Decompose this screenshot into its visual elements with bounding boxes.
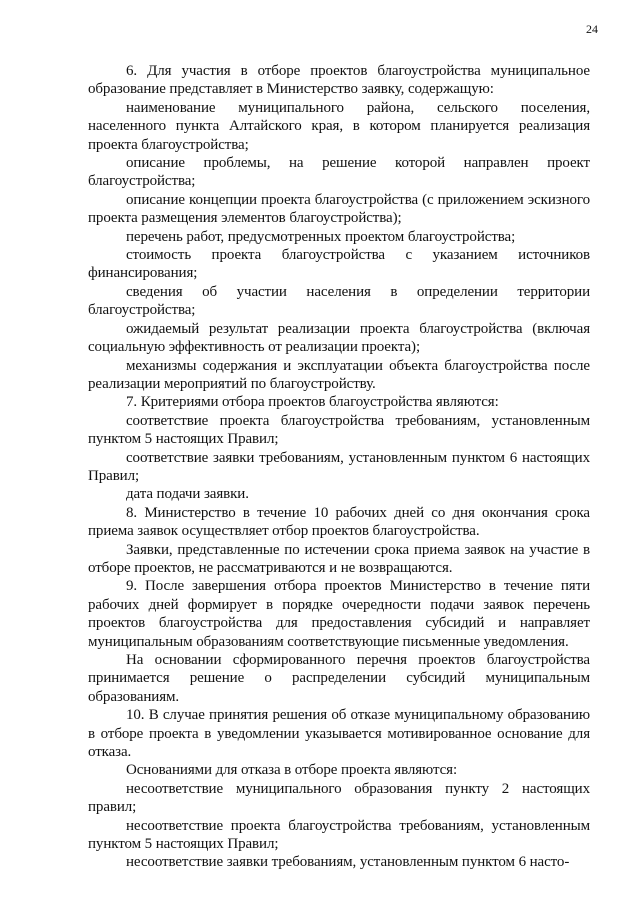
criteria-item-submission-date: дата подачи заявки. — [126, 486, 249, 503]
list-item-maintenance-mechanisms: механизмы содержания и эксплуатации объекта благоустройства после реализации мероприятий по благоустройству. — [88, 357, 590, 392]
paragraph-7-criteria: 7. Критериями отбора проектов благоустройства являются: — [126, 394, 499, 411]
list-item-project-cost: стоимость проекта благоустройства с указанием источников финансирования; — [88, 247, 590, 282]
paragraph-6-intro: 6. Для участия в отборе проектов благоустройства муниципальное образование представляет в Министерство заявку, содержащую: — [88, 63, 590, 98]
grounds-item-point-6: несоответствие заявки требованиям, установленным пунктом 6 насто- — [126, 854, 570, 871]
grounds-item-point-2: несоответствие муниципального образования пункту 2 настоящих правил; — [88, 780, 590, 816]
document-body — [88, 62, 590, 872]
paragraph-10-grounds: Основаниями для отказа в отборе проекта являются: — [126, 762, 458, 779]
list-item-problem-description: описание проблемы, на решение которой направлен проект благоустройства; — [88, 155, 590, 190]
list-item-population-participation: сведения об участии населения в определении территории благоустройства; — [88, 283, 590, 319]
paragraph-8-late-applications: Заявки, представленные по истечении срока приема заявок на участие в отборе проектов, не рассматриваются и не возвращаются. — [88, 541, 590, 576]
list-item-concept-description: описание концепции проекта благоустройства (с приложением эскизного проекта размещения элементов благоустройства); — [88, 191, 590, 227]
list-item-works-list: перечень работ, предусмотренных проектом благоустройства; — [126, 228, 516, 245]
paragraph-10-refusal: 10. В случае принятия решения об отказе муниципальному образованию в отборе проекта в уведомлении указывается мотивированное основание для отказа. — [88, 707, 590, 761]
page-number: 24 — [586, 22, 598, 36]
paragraph-9-list-formation: 9. После завершения отбора проектов Министерство в течение пяти рабочих дней формирует в порядке очередности подачи заявок перечень проектов благоустройства для предоставления субсидий и направляет муниципальным образованиям соответствующие письменные уведомления. — [88, 578, 590, 650]
list-item-municipality-name: наименование муниципального района, сельского поселения, населенного пункта Алтайского края, в котором планируется реализация проекта благоустройства; — [88, 99, 590, 153]
criteria-item-point-6: соответствие заявки требованиям, установленным пунктом 6 настоящих Правил; — [88, 449, 590, 484]
criteria-item-point-5: соответствие проекта благоустройства требованиям, установленным пунктом 5 настоящих Правил; — [88, 412, 590, 448]
paragraph-8-selection: 8. Министерство в течение 10 рабочих дней со дня окончания срока приема заявок осуществляет отбор проектов благоустройства. — [88, 504, 590, 540]
list-item-expected-result: ожидаемый результат реализации проекта благоустройства (включая социальную эффективность от реализации проекта); — [88, 320, 590, 356]
paragraph-9-subsidy-decision: На основании сформированного перечня проектов благоустройства принимается решение о распределении субсидий муниципальным образованиям. — [88, 652, 590, 705]
grounds-item-point-5: несоответствие проекта благоустройства требованиям, установленным пунктом 5 настоящих Правил; — [88, 817, 590, 853]
